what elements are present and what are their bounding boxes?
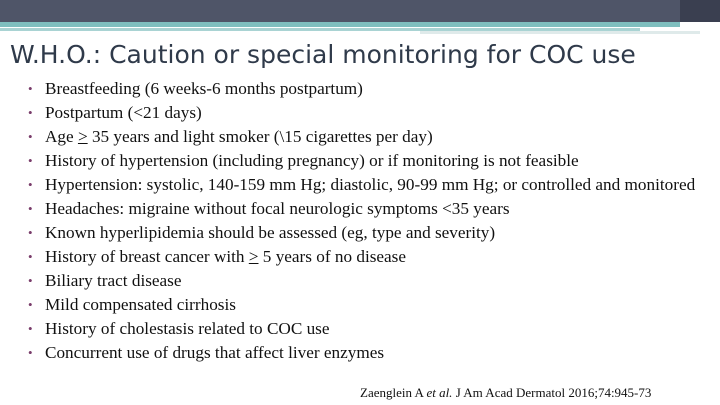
bullet-icon: • [28, 297, 33, 312]
list-item-text: Concurrent use of drugs that affect liver enzymes [45, 343, 385, 362]
accent-line-teal [0, 22, 680, 27]
list-item [28, 294, 708, 315]
citation-author: Zaenglein A [360, 385, 427, 400]
list-item [28, 150, 708, 171]
bullet-list [28, 78, 708, 366]
top-decorative-band-right [680, 0, 720, 22]
bullet-icon: • [28, 201, 33, 216]
list-item-text: Mild compensated cirrhosis [45, 295, 236, 314]
list-item [28, 102, 708, 123]
list-item-underlined-symbol: > [77, 127, 88, 146]
list-item-text-pre: Age [45, 127, 78, 146]
list-item-text: Biliary tract disease [45, 271, 182, 290]
top-decorative-band [0, 0, 720, 22]
list-item [28, 270, 708, 291]
list-item-text: History of cholestasis related to COC use [45, 319, 330, 338]
list-item-text: Breastfeeding (6 weeks-6 months postpartum) [45, 79, 363, 98]
citation-source: J Am Acad Dermatol 2016;74:945-73 [452, 385, 652, 400]
list-item-text: History of hypertension (including pregnancy) or if monitoring is not feasible [45, 151, 579, 170]
list-item-text-pre: History of breast cancer with [45, 247, 249, 266]
list-item-text: Hypertension: systolic, 140-159 mm Hg; diastolic, 90-99 mm Hg; or controlled and monitored [45, 175, 696, 194]
bullet-icon: • [28, 345, 33, 360]
bullet-icon: • [28, 177, 33, 192]
list-item [28, 78, 708, 99]
bullet-icon: • [28, 105, 33, 120]
list-item-text: Headaches: migraine without focal neurologic symptoms <35 years [45, 199, 510, 218]
bullet-icon: • [28, 321, 33, 336]
accent-line-pale [420, 31, 700, 34]
slide-title: W.H.O.: Caution or special monitoring for COC use [10, 40, 636, 69]
list-item-text: Postpartum (<21 days) [45, 103, 202, 122]
list-item [28, 174, 708, 195]
list-item [28, 246, 708, 267]
bullet-icon: • [28, 273, 33, 288]
list-item-underlined-symbol: > [248, 247, 259, 266]
bullet-icon: • [28, 81, 33, 96]
list-item [28, 198, 708, 219]
citation [360, 385, 651, 401]
citation-etal: et al. [426, 385, 453, 400]
list-item-text-post: 35 years and light smoker (\15 cigarettes per day) [87, 127, 433, 146]
bullet-icon: • [28, 225, 33, 240]
bullet-icon: • [28, 129, 33, 144]
list-item [28, 126, 708, 147]
bullet-icon: • [28, 153, 33, 168]
list-item [28, 222, 708, 243]
list-item [28, 342, 708, 363]
bullet-icon: • [28, 249, 33, 264]
list-item-text-post: 5 years of no disease [258, 247, 406, 266]
list-item [28, 318, 708, 339]
list-item-text: Known hyperlipidemia should be assessed (eg, type and severity) [45, 223, 496, 242]
